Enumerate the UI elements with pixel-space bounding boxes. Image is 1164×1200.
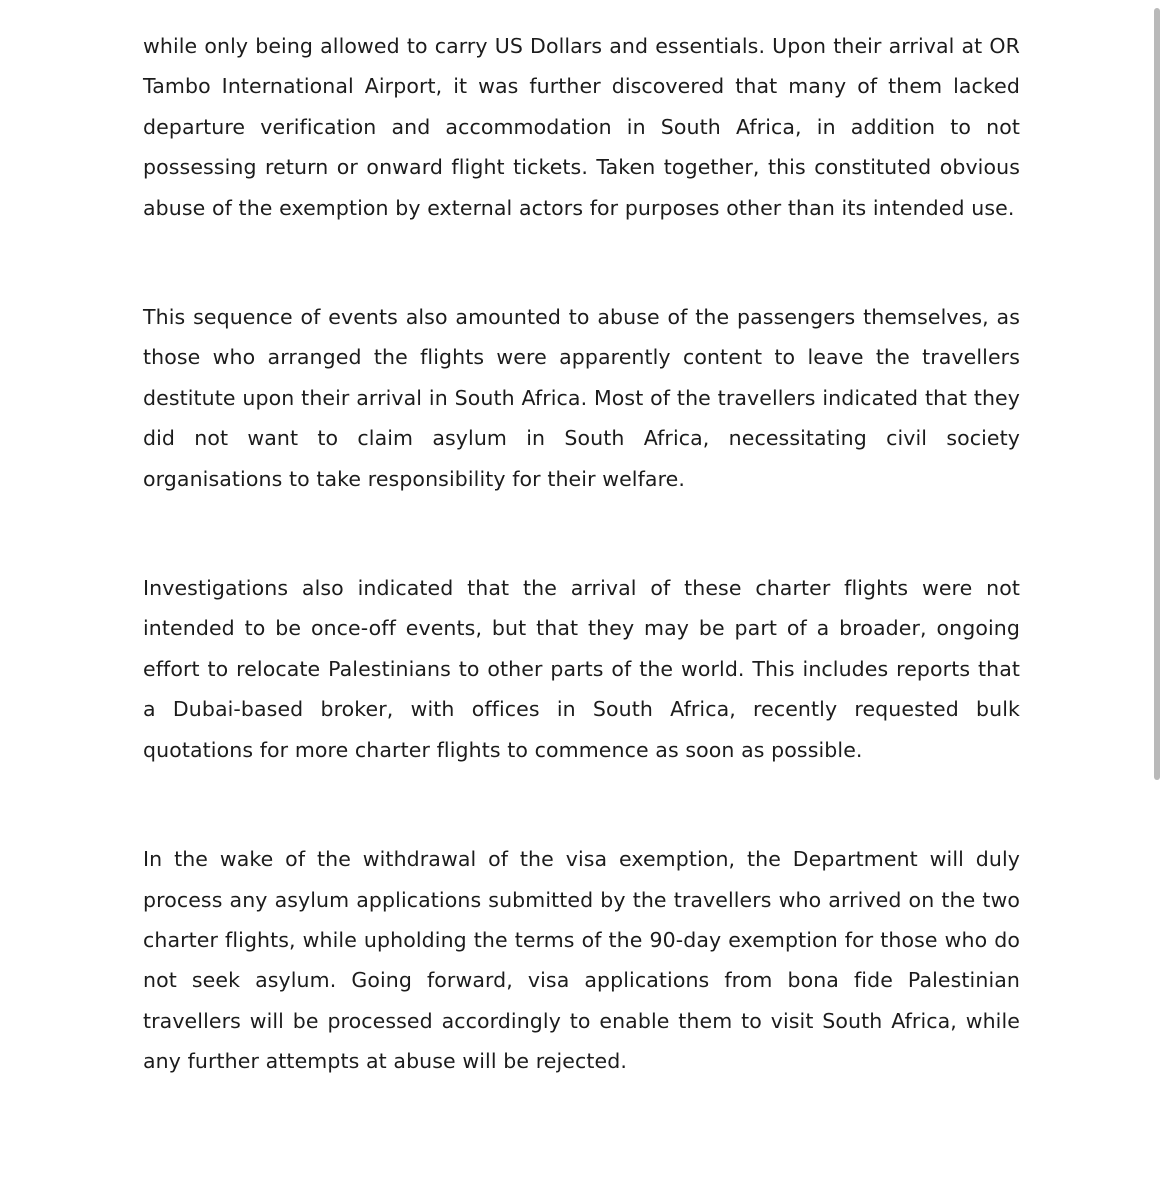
- vertical-scrollbar[interactable]: [1150, 0, 1164, 1200]
- paragraph-travel-restrictions: while only being allowed to carry US Dollars and essentials. Upon their arrival at OR Tambo International Airport, it was further discovered that many of them lacked departure verification and accommodation in South Africa, in addition to not possessing return or onward flight tickets. Taken together, this constituted obvious abuse of the exemption by external actors for purposes other than its intended use.: [143, 34, 1020, 220]
- paragraph-department-response: In the wake of the withdrawal of the visa exemption, the Department will duly process any asylum applications submitted by the travellers who arrived on the two charter flights, while upholding the terms of the 90-day exemption for those who do not seek asylum. Going forward, visa applications from bona fide Palestinian travellers will be processed accordingly to enable them to visit South Africa, while any further attempts at abuse will be rejected.: [143, 847, 1020, 1074]
- paragraph-investigations: Investigations also indicated that the arrival of these charter flights were not intended to be once-off events, but that they may be part of a broader, ongoing effort to relocate Palestinians to other parts of the world. This includes reports that a Dubai-based broker, with offices in South Africa, recently requested bulk quotations for more charter flights to commence as soon as possible.: [143, 576, 1020, 762]
- document-body: [143, 26, 1020, 1151]
- paragraph-passenger-abuse: This sequence of events also amounted to abuse of the passengers themselves, as those who arranged the flights were apparently content to leave the travellers destitute upon their arrival in South Africa. Most of the travellers indicated that they did not want to claim asylum in South Africa, necessitating civil society organisations to take responsibility for their welfare.: [143, 305, 1020, 491]
- scrollbar-thumb[interactable]: [1154, 8, 1160, 780]
